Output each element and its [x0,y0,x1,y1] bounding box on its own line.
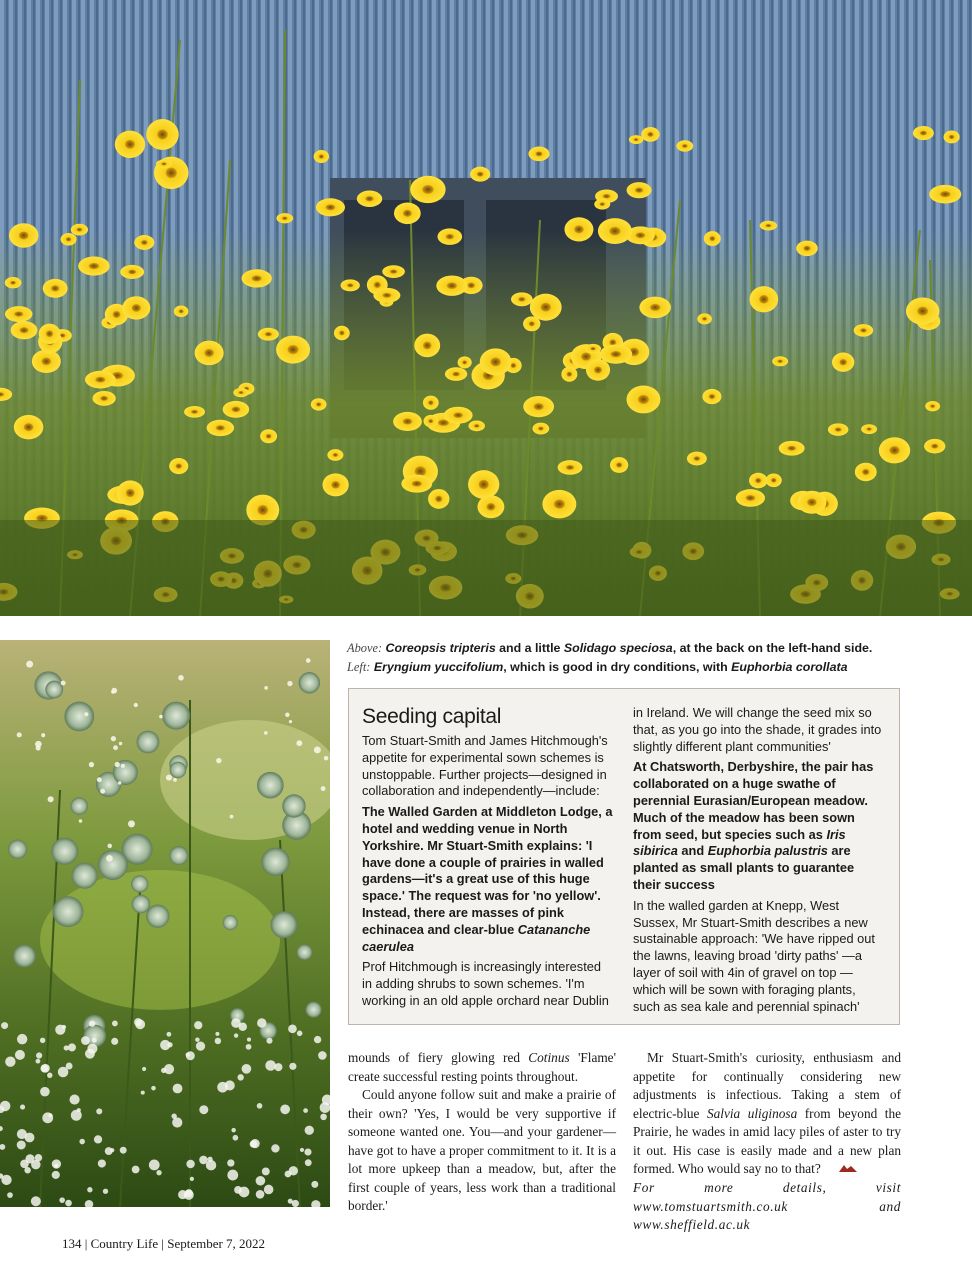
sidebar-ireland: in Ireland. We will change the seed mix so that, as you go into the shade, it grades into slightly different plant communities' [633,705,882,754]
sidebar-column-2 [633,705,885,1019]
body-column-1 [348,1049,616,1216]
body-paragraph: mounds of fiery glowing red Cotinus 'Flame' create successful resting points throughout. [348,1050,616,1084]
coreopsis-meadow-photo [0,0,972,616]
photo-caption [347,639,917,677]
body-paragraph: Mr Stuart-Smith's curiosity, enthusiasm and appetite for continually considering new adjustments is infectious. Taking a stem of electric-blue Salvia uliginosa from beyond the Prairie, he wades in amid lacy piles of aster to try it out. His case is easily made and a new plan formed. Who would say no to that? [633,1049,901,1179]
sidebar-title: Seeding capital [362,705,502,728]
caption-above: Above: Coreopsis tripteris and a little Solidago speciosa, at the back on the left-hand side. [347,641,873,655]
sidebar-intro: Tom Stuart-Smith and James Hitchmough's appetite for experimental sown schemes is unstoppable. Further projects—designed in collaboration and independently—include: [362,733,608,799]
sidebar-middleton: The Walled Garden at Middleton Lodge, a hotel and wedding venue in North Yorkshire. Mr Stuart-Smith explains: 'I have done a couple of prairies in walled gardens—it's a great use of this huge space.' The request was for 'no yellow'. Instead, there are masses of pink echinacea and clear-blue Catananche caerulea [362,804,613,954]
caption-left: Left: Eryngium yuccifolium, which is good in dry conditions, with Euphorbia corollata [347,660,848,674]
page-folio: 134 | Country Life | September 7, 2022 [62,1236,266,1251]
sidebar-knepp: In the walled garden at Knepp, West Sussex, Mr Stuart-Smith describes a new sustainable approach: 'We have ripped out the lawns, leaving broad 'dirty paths' —a layer of soil with 4in of gravel on top —which will be sown with foraging plants, such as sea kale and perennial spinach' [633,897,875,1014]
body-paragraph: Could anyone follow suit and make a prairie of their own? 'Yes, I would be very supportive if someone wanted one. You—and your gardener—have got to have a proper commitment to it. It is a lot more upkeep than a meadow, but, after the first couple of years, less work than a traditional border.' [348,1087,616,1213]
body-column-2 [633,1049,901,1235]
sidebar-column-1 [362,705,614,1014]
end-mark-icon [824,1161,858,1180]
eryngium-photo [0,640,330,1207]
credit-line: For more details, visit www.tomstuartsmith.co.uk and www.sheffield.ac.uk [633,1180,901,1233]
sidebar-hitchmough: Prof Hitchmough is increasingly interested in adding shrubs to sown schemes. 'I'm working in an old apple orchard near Dublin [362,959,609,1008]
sidebar-chatsworth: At Chatsworth, Derbyshire, the pair has collaborated on a huge swathe of perennial Eurasian/European meadow. Much of the meadow has been sown from seed, but species such as Iris sibirica and Euphorbia palustris are planted as small plants to guarantee their success [633,759,874,892]
seeding-capital-sidebar [348,688,900,1025]
